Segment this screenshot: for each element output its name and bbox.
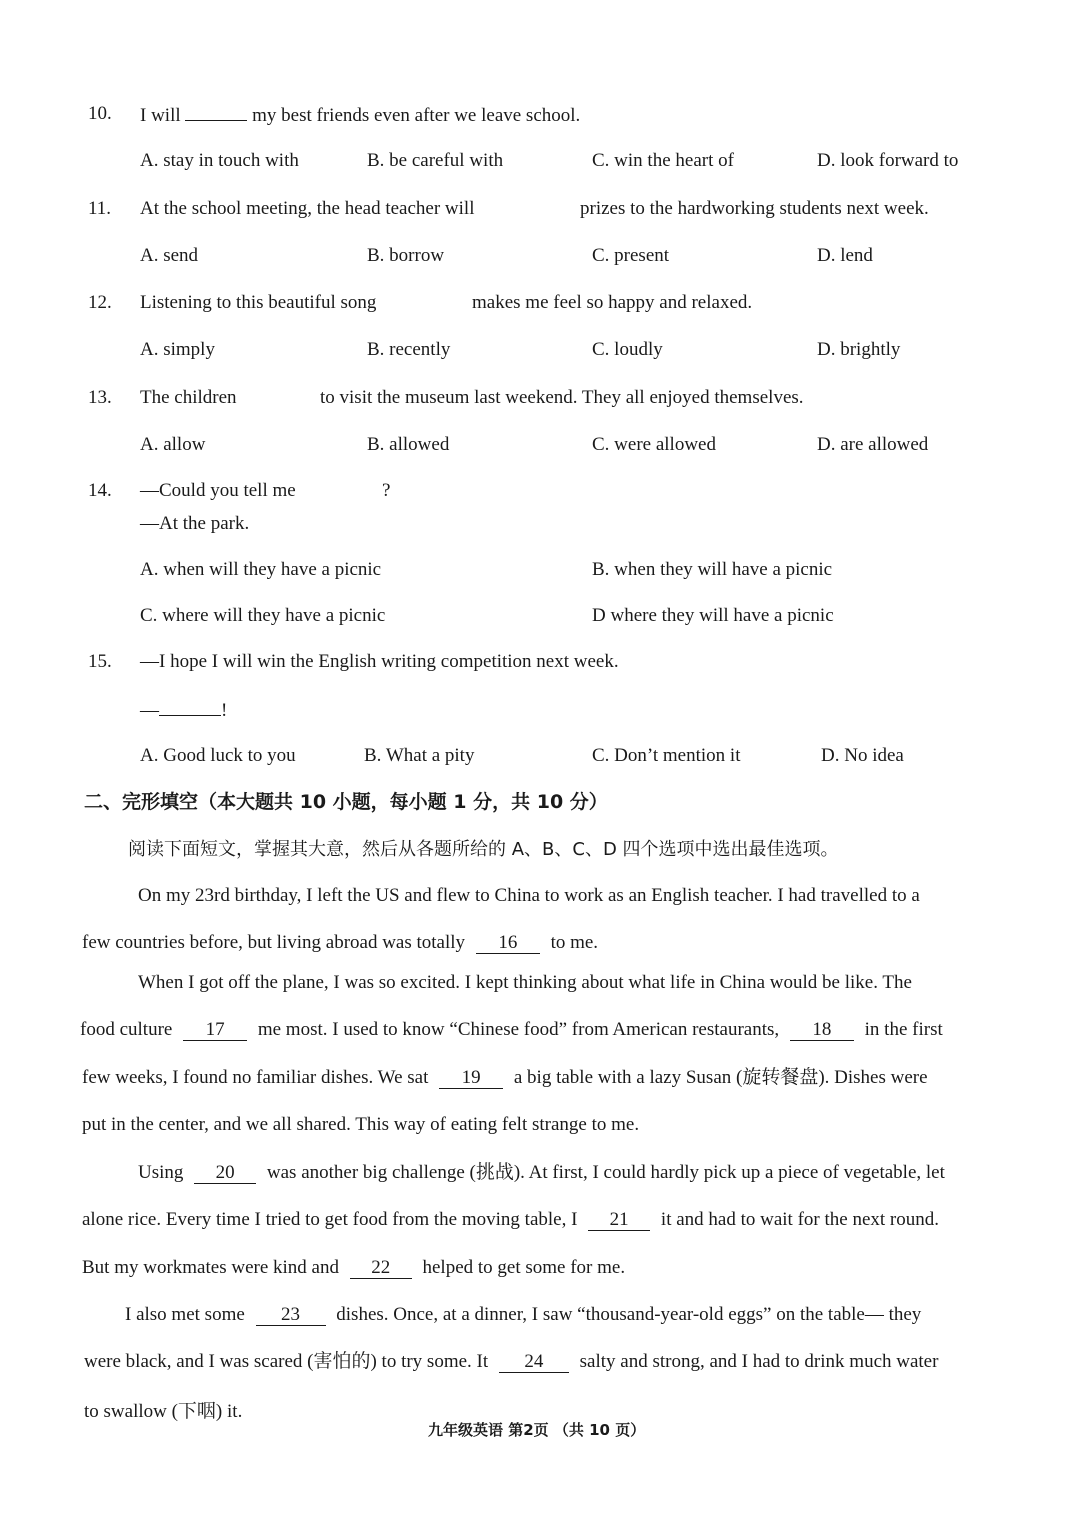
dialogue-reply: —At the park. [140,513,250,534]
question-number: 11. [88,198,112,219]
option-c: C. loudly [592,339,663,360]
question-stem: At the school meeting, the head teacher will [140,198,475,219]
option-b: B. allowed [367,434,450,455]
passage-line: few weeks, I found no familiar dishes. We sat 19 a big table with a lazy Susan (旋转餐盘). Dishes were [82,1067,928,1088]
option-d: D. look forward to [817,150,959,171]
blank-17: 17 [183,1020,247,1041]
section-heading: 二、完形填空（本大题共 10 小题，每小题 1 分，共 10 分） [84,791,608,813]
option-d: D. brightly [817,339,901,360]
blank-18: 18 [790,1020,854,1041]
blank-23: 23 [256,1305,326,1326]
page-footer: 九年级英语 第2页 （共 10 页） [428,1421,646,1439]
blank-21: 21 [588,1210,650,1231]
section-instruction: 阅读下面短文，掌握其大意，然后从各题所给的 A、B、C、D 四个选项中选出最佳选项。 [128,839,839,860]
option-d: D. No idea [821,745,904,766]
question-stem-end: to visit the museum last weekend. They all enjoyed themselves. [320,387,804,408]
question-stem: The children [140,387,237,408]
option-a: A. Good luck to you [140,745,296,766]
question-stem: Listening to this beautiful song [140,292,377,313]
blank-16: 16 [476,933,540,954]
option-a: A. when will they have a picnic [140,559,382,580]
option-c: C. Don’t mention it [592,745,741,766]
passage-line: alone rice. Every time I tried to get food from the moving table, I 21 it and had to wait for the next round. [82,1209,939,1230]
question-stem-end: ? [382,480,391,501]
passage-line: But my workmates were kind and 22 helped to get some for me. [82,1257,626,1278]
blank-22: 22 [350,1258,412,1279]
option-a: A. stay in touch with [140,150,299,171]
option-b: B. recently [367,339,451,360]
option-c: C. win the heart of [592,150,734,171]
passage-line: On my 23rd birthday, I left the US and flew to China to work as an English teacher. I had travelled to a [138,885,920,906]
passage-line: put in the center, and we all shared. This way of eating felt strange to me. [82,1114,640,1135]
question-stem-end: prizes to the hardworking students next week. [580,198,929,219]
question-number: 15. [88,651,112,672]
option-a: A. send [140,245,199,266]
question-stem: I will my best friends even after we leave school. [140,102,580,128]
option-b: B. borrow [367,245,445,266]
passage-line: Using 20 was another big challenge (挑战). At first, I could hardly pick up a piece of vegetable, let [138,1162,945,1183]
passage-line: I also met some 23 dishes. Once, at a dinner, I saw “thousand-year-old eggs” on the table— they [125,1304,922,1325]
option-a: A. allow [140,434,206,455]
question-number: 10. [88,103,112,124]
option-b: B. be careful with [367,150,504,171]
question-number: 14. [88,480,112,501]
blank-20: 20 [194,1163,256,1184]
option-c: C. where will they have a picnic [140,605,386,626]
question-stem: —Could you tell me [140,480,296,501]
question-number: 12. [88,292,112,313]
blank-24: 24 [499,1352,569,1373]
blank-19: 19 [439,1068,503,1089]
option-d: D where they will have a picnic [592,605,834,626]
passage-line: to swallow (下咽) it. [84,1401,243,1422]
option-d: D. are allowed [817,434,929,455]
answer-blank [159,697,221,716]
question-number: 13. [88,387,112,408]
question-stem-end: makes me feel so happy and relaxed. [472,292,753,313]
option-a: A. simply [140,339,215,360]
passage-line: food culture 17 me most. I used to know “Chinese food” from American restaurants, 18 in the first [80,1019,943,1040]
passage-line: When I got off the plane, I was so excited. I kept thinking about what life in China would be like. The [138,972,912,993]
dialogue-reply: — ! [140,697,227,723]
passage-line: few countries before, but living abroad was totally 16 to me. [82,932,599,953]
option-b: B. What a pity [364,745,475,766]
option-b: B. when they will have a picnic [592,559,833,580]
question-stem: —I hope I will win the English writing competition next week. [140,651,619,672]
answer-blank [185,102,247,121]
option-c: C. were allowed [592,434,716,455]
passage-line: were black, and I was scared (害怕的) to try some. It 24 salty and strong, and I had to drink much water [84,1351,939,1372]
option-c: C. present [592,245,670,266]
option-d: D. lend [817,245,873,266]
